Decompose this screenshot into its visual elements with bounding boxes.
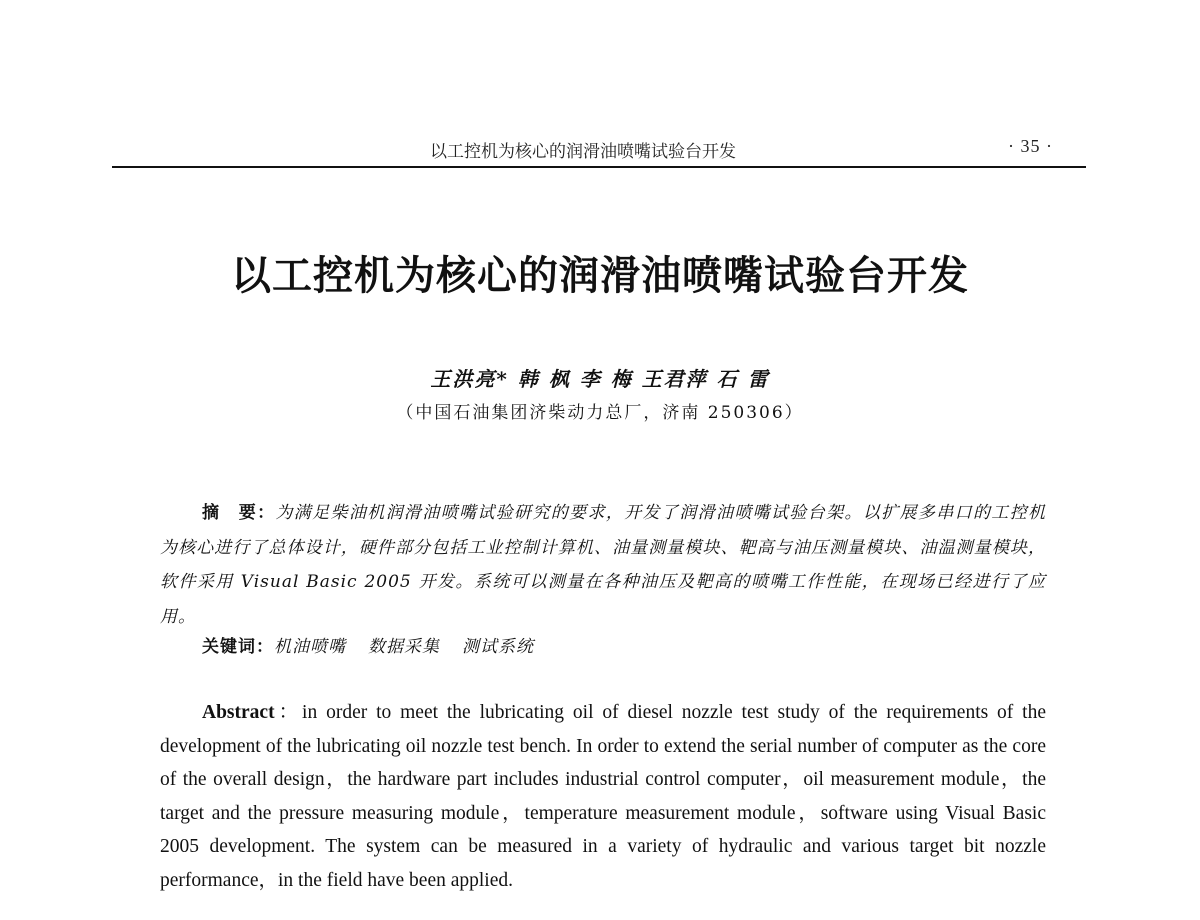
abstract-en-text: ：in order to meet the lubricating oil of diesel nozzle test study of the requirements of the development of the lubricating oil nozzle test bench. In order to extend the serial number of computer as the core of the overall design，the hardware part includes industrial control computer，oil measurement module，the target and the pressure measuring module，temperature measurement module，software using Visual Basic 2005 development. The system can be measured in a variety of hydraulic and various target bit nozzle performance，in the field have been applied. (160, 702, 1046, 891)
abstract-cn-label: 摘 要： (202, 503, 276, 523)
affiliation: （中国石油集团济柴动力总厂，济南 250306） (396, 403, 804, 423)
keyword: 机油喷嘴 (274, 637, 346, 657)
keywords (202, 632, 556, 657)
keyword: 数据采集 (368, 637, 440, 657)
author-list: 王洪亮* 韩 枫 李 梅 王君萍 石 雷 (430, 367, 770, 391)
abstract-cn-text: 为满足柴油机润滑油喷嘴试验研究的要求，开发了润滑油喷嘴试验台架。以扩展多串口的工控机为核心进行了总体设计，硬件部分包括工业控制计算机、油量测量模块、靶高与油压测量模块、油温测量模块，软件采用 Visual Basic 2005 开发。系统可以测量在各种油压及靶高的喷嘴工作性能，在现场已经进行了应用。 (160, 503, 1047, 627)
paper-title: 以工控机为核心的润滑油喷嘴试验台开发 (231, 252, 969, 299)
page-number: · 35 · (1008, 136, 1053, 156)
keywords-label: 关键词： (202, 637, 274, 657)
abstract-english (160, 696, 1046, 897)
header-rule (112, 166, 1086, 168)
keyword: 测试系统 (462, 637, 534, 657)
abstract-en-label: Abstract (202, 702, 275, 723)
running-header-title: 以工控机为核心的润滑油喷嘴试验台开发 (430, 142, 736, 162)
abstract-chinese (160, 496, 1046, 634)
